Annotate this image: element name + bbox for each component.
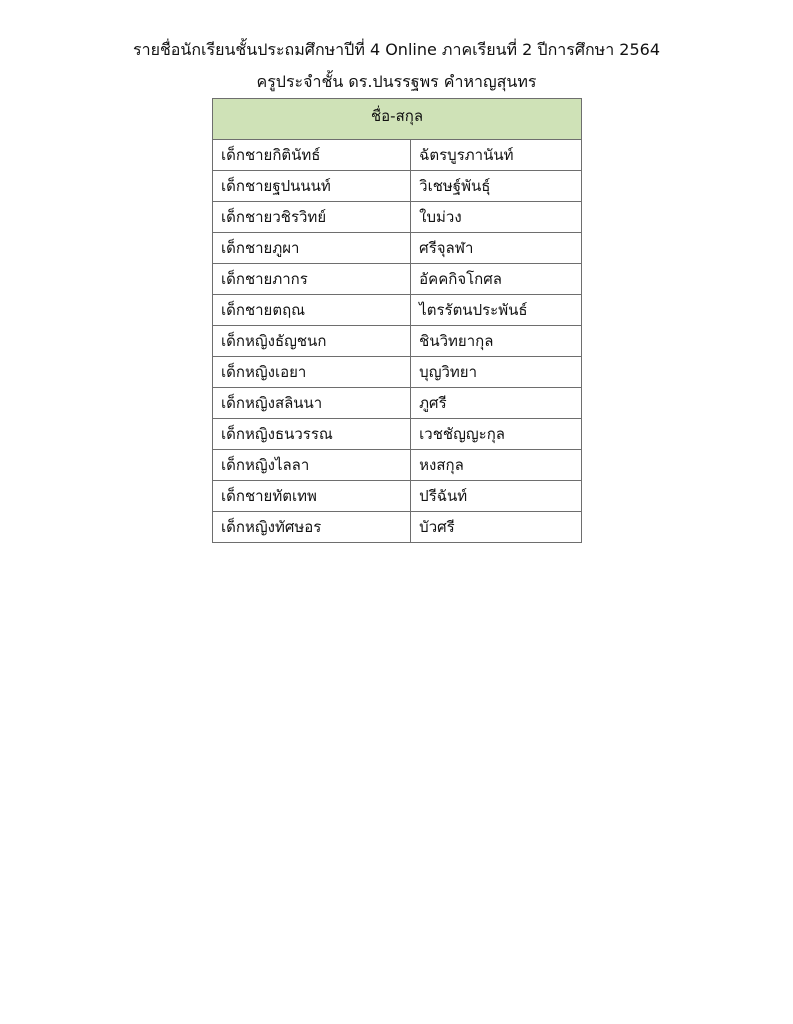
teacher-line: ครูประจำชั้น ดร.ปนรรฐพร คำหาญสุนทร	[256, 72, 537, 91]
table-header-row	[213, 99, 582, 140]
student-first-name: เด็กชายตฤณ	[213, 295, 411, 326]
table-row	[213, 481, 582, 512]
student-first-name: เด็กหญิงทัศษอร	[213, 512, 411, 543]
table-row	[213, 202, 582, 233]
table-row	[213, 233, 582, 264]
document-title: รายชื่อนักเรียนชั้นประถมศึกษาปีที่ 4 Online ภาคเรียนที่ 2 ปีการศึกษา 2564	[132, 40, 661, 59]
student-last-name: ชินวิทยากุล	[411, 326, 582, 357]
table-row	[213, 264, 582, 295]
table-row	[213, 295, 582, 326]
table-row	[213, 140, 582, 171]
student-last-name: บัวศรี	[411, 512, 582, 543]
student-last-name: บุญวิทยา	[411, 357, 582, 388]
table-row	[213, 326, 582, 357]
table-row	[213, 512, 582, 543]
table-row	[213, 388, 582, 419]
table-row	[213, 419, 582, 450]
student-first-name: เด็กชายทัตเทพ	[213, 481, 411, 512]
student-first-name: เด็กหญิงเอยา	[213, 357, 411, 388]
student-first-name: เด็กชายภูผา	[213, 233, 411, 264]
student-first-name: เด็กชายฐปนนนท์	[213, 171, 411, 202]
student-last-name: เวชชัญญะกุล	[411, 419, 582, 450]
student-last-name: ฉัตรบูรภานันท์	[411, 140, 582, 171]
table-row	[213, 357, 582, 388]
student-last-name: ปรีฉันท์	[411, 481, 582, 512]
student-last-name: อัคคกิจโกศล	[411, 264, 582, 295]
student-last-name: ใบม่วง	[411, 202, 582, 233]
student-first-name: เด็กชายกิตินัทธ์	[213, 140, 411, 171]
table-row	[213, 450, 582, 481]
student-first-name: เด็กหญิงธนวรรณ	[213, 419, 411, 450]
student-last-name: ไตรรัตนประพันธ์	[411, 295, 582, 326]
student-first-name: เด็กชายภากร	[213, 264, 411, 295]
student-last-name: วิเชษฐ์พันธุ์	[411, 171, 582, 202]
table-row	[213, 171, 582, 202]
student-first-name: เด็กชายวชิรวิทย์	[213, 202, 411, 233]
student-roster-table	[212, 98, 582, 543]
student-first-name: เด็กหญิงธัญชนก	[213, 326, 411, 357]
student-first-name: เด็กหญิงสลินนา	[213, 388, 411, 419]
student-first-name: เด็กหญิงไลลา	[213, 450, 411, 481]
student-last-name: ศรีจุลฬา	[411, 233, 582, 264]
student-last-name: หงสกุล	[411, 450, 582, 481]
name-surname-header: ชื่อ-สกุล	[213, 99, 582, 140]
student-last-name: ภูศรี	[411, 388, 582, 419]
